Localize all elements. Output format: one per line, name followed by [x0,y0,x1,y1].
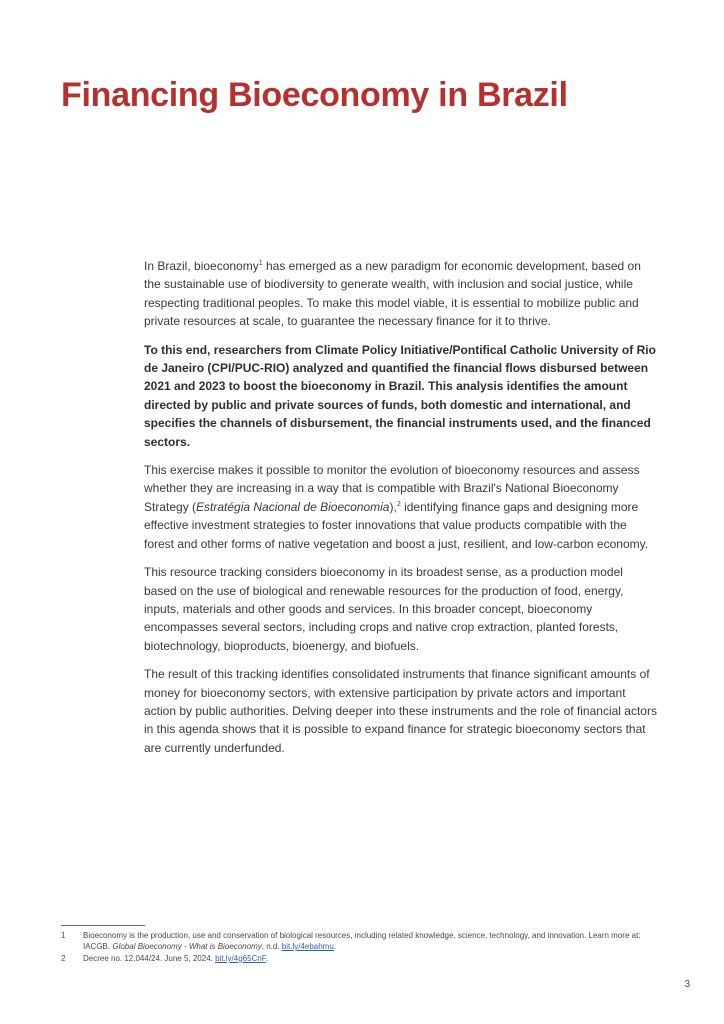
footnote-divider [61,925,145,926]
footnote-text: Decree no. 12,044/24. June 5, 2024. bit.ly/4g65CnF. [83,954,269,963]
footnote-link[interactable]: bit.ly/4g65CnF [215,954,266,963]
footnote-link[interactable]: bit.ly/4ebahmu [281,942,334,951]
footnote-2 [61,953,661,964]
footnote-number: 2 [61,954,66,963]
footnote-number: 1 [61,931,66,940]
footnote-ref-2[interactable]: 2 [396,500,401,508]
page-number: 3 [684,979,690,990]
footnote-1 [61,930,661,952]
paragraph-monitoring: This exercise makes it possible to monitor the evolution of bioeconomy resources and assess whether they are increasing in a way that is compatible with Brazil's National Bioeconomy Strategy (Estratégia Nacional de Bioeconomia),$^2$ identifying finance gaps and designing more effective investment strategies to foster innovations that value products compatible with the forest and other forms of native vegetation and boost a just, resilient, and low-carbon economy. [144,463,649,551]
paragraph-results: The result of this tracking identifies consolidated instruments that finance significant amounts of money for bioeconomy sectors, with extensive participation by private actors and important action by public authorities. Delving deeper into these instruments and the role of financial actors in this agenda shows that it is possible to expand finance for strategic bioeconomy sectors that are currently underfunded. [144,667,657,755]
footnotes [61,930,661,965]
footnote-text: Bioeconomy is the production, use and conservation of biological resources, including related knowledge, science, technology, and innovation. Learn more at: IACGB. Global Bioeconomy - What is Bioeconomy, n.d. bit.ly/4ebahmu. [83,931,641,951]
paragraph-research-summary: To this end, researchers from Climate Policy Initiative/Pontifical Catholic University of Rio de Janeiro (CPI/PUC-RIO) analyzed and quantified the financial flows disbursed between 2021 and 2023 to boost the bioeconomy in Brazil. This analysis identifies the amount directed by public and private sources of funds, both domestic and international, and specifies the channels of disbursement, the financial instruments used, and the financed sectors. [144,342,656,449]
paragraph-scope: This resource tracking considers bioeconomy in its broadest sense, as a production model based on the use of biological and renewable resources for the production of food, energy, inputs, materials and other goods and services. In this broader concept, bioeconomy encompasses several sectors, including crops and native crop extraction, planted forests, biotechnology, bioproducts, bioenergy, and biofuels. [144,565,624,653]
paragraph-intro: In Brazil, bioeconomy$^1$ has emerged as a new paradigm for economic development, based on the sustainable use of biodiversity to generate wealth, with inclusion and social justice, while respecting traditional peoples. To make this model viable, it is essential to mobilize public and private resources at scale, to guarantee the necessary finance for it to thrive. [144,259,641,329]
body-text [144,257,658,767]
footnote-ref-1[interactable]: 1 [258,260,263,267]
page-title: Financing Bioeconomy in Brazil [61,76,568,114]
